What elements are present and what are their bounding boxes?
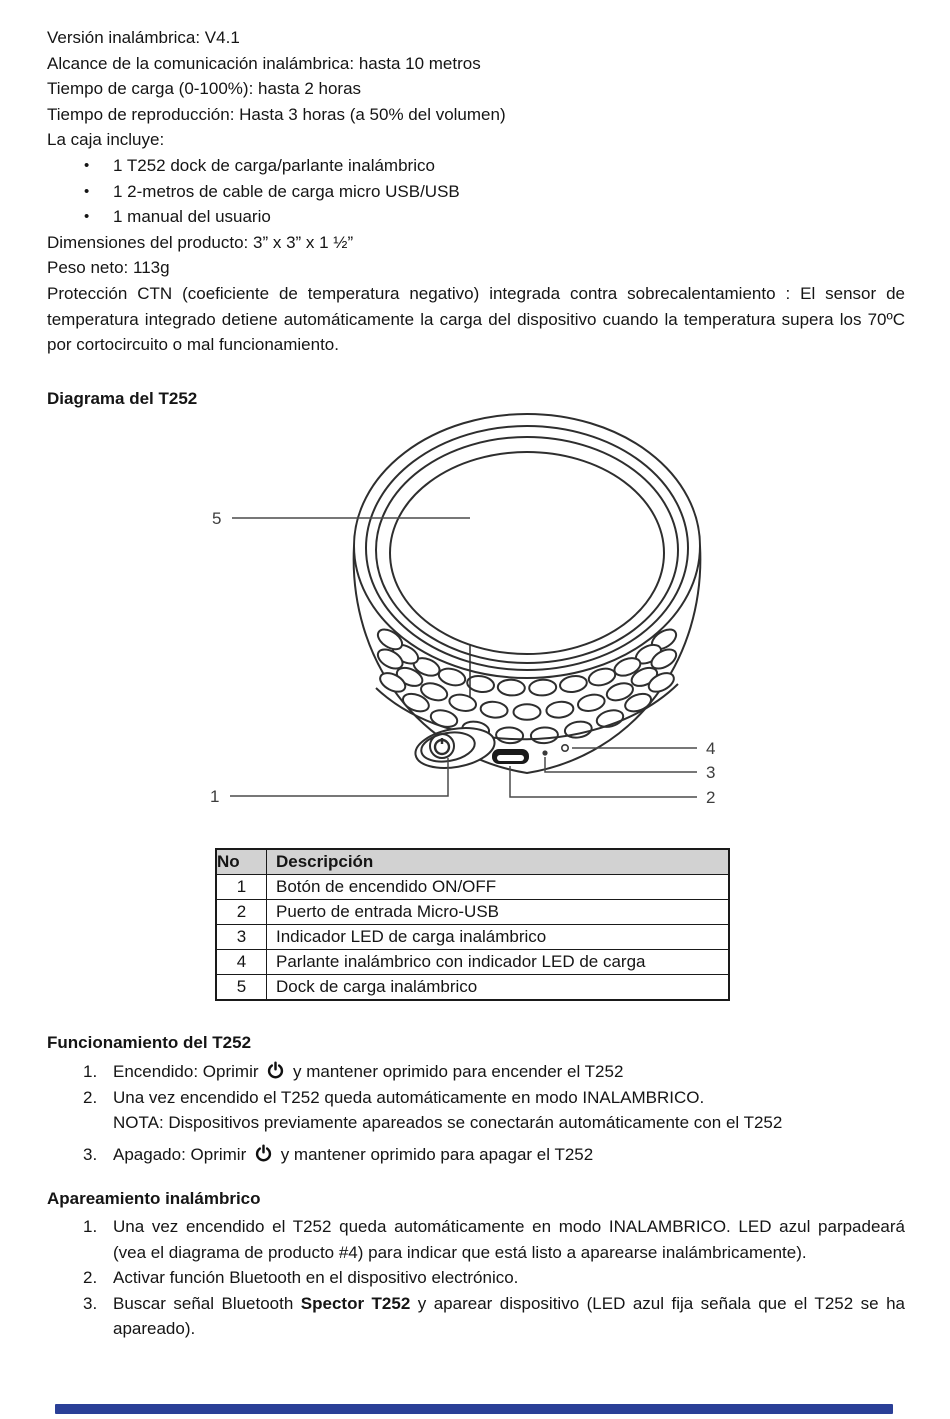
bullet-icon: • [84,182,90,200]
bullet-icon: • [84,208,90,226]
operation-item-1-post: y mantener oprimido para encender el T252 [292,1062,624,1081]
list-marker: 3. [83,1144,98,1164]
cell-desc: Indicador LED de carga inalámbrico [267,925,730,950]
table-row [216,975,729,1001]
cell-no: 3 [216,925,267,950]
pairing-item-2 [47,1265,905,1291]
cell-desc: Puerto de entrada Micro-USB [267,900,730,925]
list-marker: 3. [83,1293,98,1313]
operation-list [47,1059,905,1167]
operation-item-3-pre: Apagado: Oprimir [113,1144,247,1164]
list-marker: 1. [83,1062,98,1081]
pairing-item-2-text: Activar función Bluetooth en el dispositivo electrónico. [113,1268,519,1288]
parts-table [215,848,730,1001]
spec-line: Tiempo de reproducción: Hasta 3 horas (a 50% del volumen) [47,104,506,124]
specs-block [47,25,905,358]
callout-5: 5 [212,509,222,528]
pairing-heading: Apareamiento inalámbrico [47,1189,261,1208]
pairing-item-3 [47,1291,905,1342]
cell-desc: Botón de encendido ON/OFF [267,875,730,900]
operation-heading: Funcionamiento del T252 [47,1033,252,1052]
box-item [47,153,905,179]
cell-no: 4 [216,950,267,975]
leader-3 [545,757,697,772]
spec-line: La caja incluye: [47,130,165,150]
operation-item-3-post: y mantener oprimido para apagar el T252 [280,1144,594,1164]
cell-no: 5 [216,975,267,1001]
pairing-item-3-post: y aparear dispositivo (LED azul fija señala que el T252 se ha apareado). [113,1293,905,1339]
micro-usb-port-drawing [492,749,529,764]
footer-bar [55,1404,893,1414]
box-item-text: 1 manual del usuario [113,207,271,227]
col-header-no: No [216,849,267,875]
cell-desc: Dock de carga inalámbrico [267,975,730,1001]
pairing-device-name: Spector T252 [300,1293,411,1313]
weight-line: Peso neto: 113g [47,258,170,278]
operation-item-3 [47,1142,905,1168]
box-item [47,179,905,205]
operation-item-1-pre: Encendido: Oprimir [113,1062,259,1081]
callout-4: 4 [706,739,716,758]
box-item [47,204,905,230]
table-header-row [216,849,729,875]
cell-no: 1 [216,875,267,900]
diagram-heading: Diagrama del T252 [47,389,198,408]
table-row [216,925,729,950]
power-icon [266,1061,285,1080]
callout-1: 1 [210,787,220,806]
cell-no: 2 [216,900,267,925]
col-header-desc: Descripción [267,849,730,875]
spec-line: Versión inalámbrica: V4.1 [47,28,240,47]
table-row [216,875,729,900]
device-diagram-svg [0,400,950,840]
bullet-icon: • [84,156,90,174]
pairing-item-1-text: Una vez encendido el T252 queda automáticamente en modo INALAMBRICO. LED azul parpadeará (vea el diagrama de producto #4) para indicar que está listo a aparearse inalámbricamente). [113,1217,905,1262]
led-dot-open [562,745,568,751]
pairing-item-3-pre: Buscar señal Bluetooth [113,1293,294,1313]
operation-note-text: NOTA: Dispositivos previamente apareados se conectarán automáticamente con el T252 [113,1113,783,1133]
callout-2: 2 [706,788,716,807]
pairing-item-1 [47,1214,905,1265]
operation-item-1 [47,1059,905,1085]
leader-1 [230,758,448,796]
list-marker: 2. [83,1087,98,1107]
list-marker: 2. [83,1268,98,1288]
list-marker: 1. [83,1217,98,1236]
dimensions-line: Dimensiones del producto: 3” x 3” x 1 ½” [47,232,354,252]
table-row [216,900,729,925]
operation-item-2-note [47,1110,905,1136]
operation-item-2-text: Una vez encendido el T252 queda automáticamente en modo INALAMBRICO. [113,1087,705,1107]
cell-desc: Parlante inalámbrico con indicador LED de carga [267,950,730,975]
top-rim-outer [354,414,700,678]
spec-line: Tiempo de carga (0-100%): hasta 2 horas [47,79,362,99]
pairing-list [47,1214,905,1342]
table-row [216,950,729,975]
box-item-text: 1 2-metros de cable de carga micro USB/USB [113,181,460,201]
callout-3: 3 [706,763,716,782]
led-dot-small [542,750,547,755]
box-item-text: 1 T252 dock de carga/parlante inalámbrico [113,155,435,175]
power-icon [254,1144,273,1163]
operation-item-2 [47,1085,905,1111]
spec-line: Alcance de la comunicación inalámbrica: hasta 10 metros [47,53,481,73]
protection-paragraph: Protección CTN (coeficiente de temperatura negativo) integrada contra sobrecalentamiento : El sensor de temperatura integrado detiene automáticamente la carga del dispositivo cuando la temperatura supera los 70ºC por cortocircuito o mal funcionamiento. [47,283,905,355]
